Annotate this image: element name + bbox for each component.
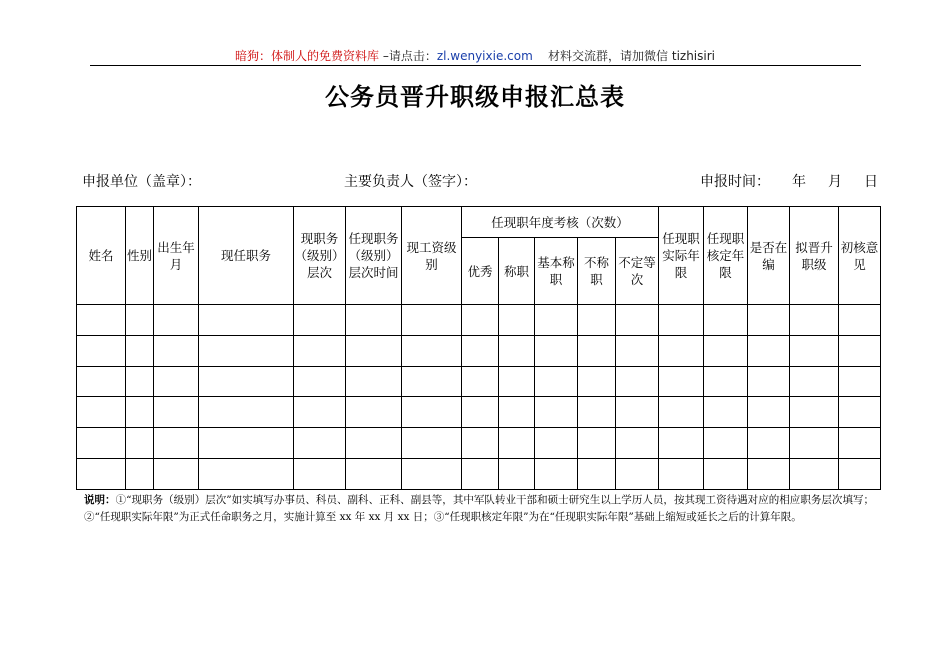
table-cell[interactable] [659,305,704,336]
col-header-approved-years: 任现职核定年限 [704,207,748,305]
table-cell[interactable] [462,458,499,489]
table-cell[interactable] [616,305,659,336]
header-url-link[interactable]: zl.wenyixie.com [436,49,533,63]
table-cell[interactable] [659,335,704,366]
table-cell[interactable] [346,428,402,459]
table-cell[interactable] [535,335,578,366]
table-cell[interactable] [154,305,199,336]
table-cell[interactable] [839,397,881,428]
meta-time [700,172,878,192]
table-cell[interactable] [578,428,616,459]
table-cell[interactable] [839,335,881,366]
table-cell[interactable] [462,366,499,397]
table-body [77,305,881,490]
table-cell[interactable] [616,366,659,397]
table-cell[interactable] [659,397,704,428]
table-cell[interactable] [126,366,154,397]
table-row [77,335,881,366]
col-header-assess-undetermined: 不定等次 [616,238,659,305]
footnote-text: ①“现职务（级别）层次”如实填写办事员、科员、副科、正科、副县等，其中军队转业干部和硕士研究生以上学历人员，按其现工资待遇对应的相应职务层次填写；②“任现职实际年限”为正式任命职务之月，实施计算至 xx 年 xx 月 xx 日；③“任现职核定年限”为在“任现职实际年限”基础上缩短或延长之后的计算年限。 [84,494,875,523]
table-cell[interactable] [499,458,535,489]
table-cell[interactable] [346,366,402,397]
footnote-label: 说明： [84,494,116,506]
table-cell[interactable] [704,458,748,489]
table-cell[interactable] [154,458,199,489]
table-cell[interactable] [704,305,748,336]
table-cell[interactable] [462,428,499,459]
col-header-initial-opinion: 初核意见 [839,207,881,305]
report-table [76,206,881,490]
table-cell[interactable] [748,428,790,459]
table-cell[interactable] [346,397,402,428]
table-cell[interactable] [294,305,346,336]
col-header-assessment: 任现职年度考核（次数） [462,207,659,238]
table-cell[interactable] [704,397,748,428]
meta-unit-label: 申报单位（盖章）： [82,174,201,190]
meta-month: 月 [828,174,842,190]
table-cell[interactable] [704,428,748,459]
table-cell[interactable] [199,458,294,489]
table-row [77,458,881,489]
table-cell[interactable] [578,366,616,397]
page-title: 公务员晋升职级申报汇总表 [325,82,625,111]
col-header-appoint-time: 任现职务（级别）层次时间 [346,207,402,305]
table-cell[interactable] [402,397,462,428]
col-header-name: 姓名 [77,207,126,305]
table-cell[interactable] [346,458,402,489]
table-cell[interactable] [790,458,839,489]
table-cell[interactable] [578,397,616,428]
table-cell[interactable] [346,335,402,366]
table-row [77,305,881,336]
table-cell[interactable] [294,366,346,397]
table-cell[interactable] [790,366,839,397]
col-header-in-staff: 是否在编 [748,207,790,305]
table-cell[interactable] [790,335,839,366]
table-cell[interactable] [402,458,462,489]
table-cell[interactable] [790,428,839,459]
table-cell[interactable] [616,428,659,459]
table-cell[interactable] [578,335,616,366]
table-cell[interactable] [748,335,790,366]
table-cell[interactable] [402,366,462,397]
table-cell[interactable] [499,305,535,336]
table-row [77,428,881,459]
table-cell[interactable] [659,428,704,459]
table-cell[interactable] [578,458,616,489]
col-header-post-level: 现职务（级别）层次 [294,207,346,305]
col-header-gender: 性别 [126,207,154,305]
table-cell[interactable] [199,366,294,397]
table-cell[interactable] [839,305,881,336]
col-header-assess-competent: 称职 [499,238,535,305]
col-header-proposed-rank: 拟晋升职级 [790,207,839,305]
table-cell[interactable] [790,305,839,336]
table-cell[interactable] [499,366,535,397]
col-header-salary-grade: 现工资级别 [402,207,462,305]
table-cell[interactable] [77,428,126,459]
table-cell[interactable] [154,428,199,459]
table-cell[interactable] [126,458,154,489]
table-cell[interactable] [77,366,126,397]
header-group-note: 材料交流群，请加微信 tizhisiri [548,49,715,63]
table-cell[interactable] [77,305,126,336]
table-cell[interactable] [704,366,748,397]
table-cell[interactable] [294,397,346,428]
table-cell[interactable] [616,397,659,428]
table-cell[interactable] [199,305,294,336]
table-cell[interactable] [126,305,154,336]
table-cell[interactable] [748,366,790,397]
table-cell[interactable] [294,458,346,489]
table-cell[interactable] [535,458,578,489]
table-cell[interactable] [154,366,199,397]
table-cell[interactable] [462,397,499,428]
header-click-prompt: –请点击： [379,49,437,63]
table-cell[interactable] [462,305,499,336]
table-row [77,366,881,397]
table-cell[interactable] [126,397,154,428]
table-cell[interactable] [402,428,462,459]
table-row [77,397,881,428]
col-header-assess-basic: 基本称职 [535,238,578,305]
table-cell[interactable] [659,366,704,397]
table-cell[interactable] [402,335,462,366]
table-cell[interactable] [462,335,499,366]
table-cell[interactable] [839,458,881,489]
meta-time-label: 申报时间： [700,174,770,190]
table-cell[interactable] [499,397,535,428]
table-cell[interactable] [839,366,881,397]
table-cell[interactable] [499,428,535,459]
table-cell[interactable] [77,397,126,428]
table-cell[interactable] [839,428,881,459]
col-header-current-post: 现任职务 [199,207,294,305]
table-cell[interactable] [126,428,154,459]
footnote [84,492,874,526]
table-cell[interactable] [154,335,199,366]
table-cell[interactable] [294,335,346,366]
table-cell[interactable] [77,335,126,366]
table-cell[interactable] [535,305,578,336]
col-header-assess-incompetent: 不称职 [578,238,616,305]
table-cell[interactable] [294,428,346,459]
table-cell[interactable] [616,335,659,366]
table-cell[interactable] [535,397,578,428]
table-cell[interactable] [199,397,294,428]
table-cell[interactable] [499,335,535,366]
table-cell[interactable] [790,397,839,428]
table-cell[interactable] [199,428,294,459]
table-cell[interactable] [748,458,790,489]
table-cell[interactable] [748,397,790,428]
table-cell[interactable] [535,366,578,397]
table-cell[interactable] [402,305,462,336]
table-cell[interactable] [126,335,154,366]
table-cell[interactable] [578,305,616,336]
table-cell[interactable] [346,305,402,336]
table-cell[interactable] [77,458,126,489]
table-cell[interactable] [659,458,704,489]
header-brand: 暗狗：体制人的免费资料库 [234,49,379,63]
table-cell[interactable] [199,335,294,366]
col-header-actual-years: 任现职实际年限 [659,207,704,305]
header-divider [90,65,861,66]
table-cell[interactable] [616,458,659,489]
table-cell[interactable] [748,305,790,336]
meta-day: 日 [864,174,878,190]
table-cell[interactable] [704,335,748,366]
meta-person-label: 主要负责人（签字）： [344,174,477,190]
meta-year: 年 [792,174,806,190]
page-header [0,48,950,64]
col-header-assess-excellent: 优秀 [462,238,499,305]
table-cell[interactable] [535,428,578,459]
col-header-birth: 出生年月 [154,207,199,305]
table-cell[interactable] [154,397,199,428]
